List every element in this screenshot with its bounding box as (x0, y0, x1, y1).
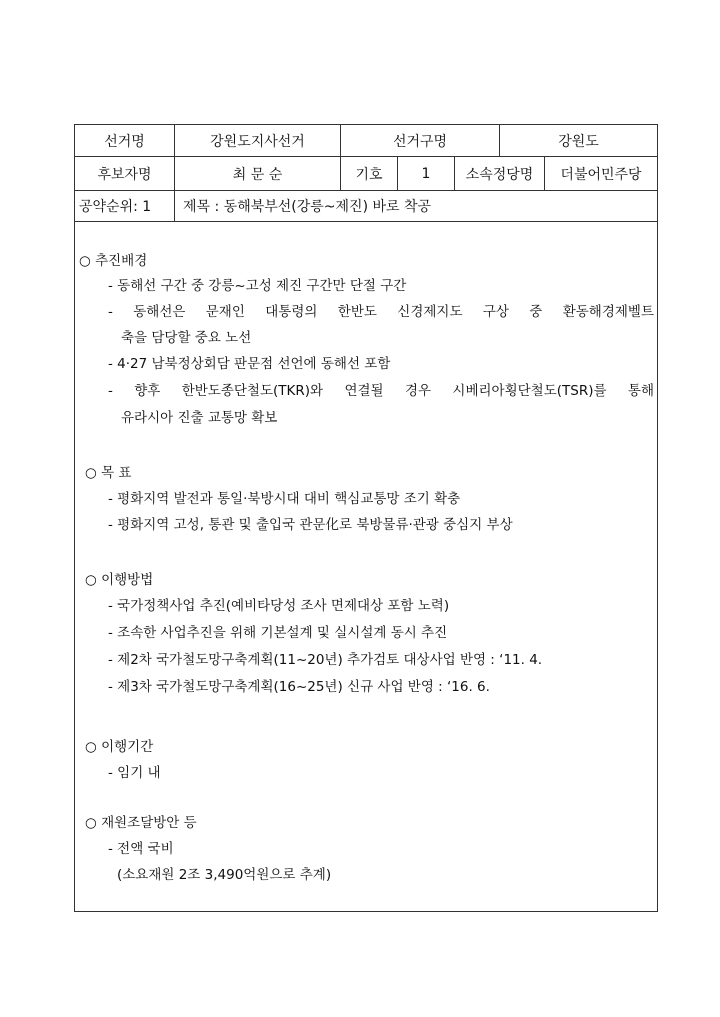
background-item-1: - 동해선 구간 중 강릉~고성 제진 구간만 단절 구간 (108, 278, 407, 294)
section-goal-title: ○ 목 표 (85, 465, 132, 481)
section-funding-title: ○ 재원조달방안 등 (85, 815, 197, 831)
method-item-4: - 제3차 국가철도망구축계획(16~25년) 신규 사업 반영 : ‘16. 6. (108, 679, 490, 695)
symbol-label: 기호 (341, 157, 398, 190)
candidate-value: 최 문 순 (175, 157, 341, 190)
header-row-candidate (75, 157, 657, 191)
election-name-label: 선거명 (75, 125, 175, 156)
district-value: 강원도 (558, 133, 599, 150)
pledge-title: 제목 : 동해북부선(강릉~제진) 바로 착공 (183, 199, 432, 215)
background-item-2: - 동해선은 문재인 대통령의 한반도 신경제지도 구상 중 환동해경제벨트 (108, 304, 654, 320)
method-item-3: - 제2차 국가철도망구축계획(11~20년) 추가검토 대상사업 반영 : ‘11. 4. (108, 652, 543, 668)
district-label: 선거구명 (341, 125, 500, 156)
funding-item-2: (소요재원 2조 3,490억원으로 추계) (117, 867, 332, 883)
header-row-election (75, 125, 657, 157)
pledge-document (74, 124, 658, 912)
method-item-2: - 조속한 사업추진을 위해 기본설계 및 실시설계 동시 추진 (108, 625, 448, 641)
background-item-4: - 향후 한반도종단철도(TKR)와 연결될 경우 시베리아횡단철도(TSR)를 통해 (108, 383, 654, 399)
header-row-pledge (75, 191, 657, 222)
goal-item-1: - 평화지역 발전과 통일·북방시대 대비 핵심교통망 조기 확충 (108, 491, 461, 507)
background-item-2-cont: 축을 담당할 중요 노선 (121, 330, 252, 346)
section-method-title: ○ 이행방법 (85, 572, 154, 588)
period-item-1: - 임기 내 (108, 765, 161, 781)
funding-item-1: - 전액 국비 (108, 841, 174, 857)
method-item-1: - 국가정책사업 추진(예비타당성 조사 면제대상 포함 노력) (108, 598, 450, 614)
goal-item-2: - 평화지역 고성, 통관 및 출입국 관문化로 북방물류·관광 중심지 부상 (108, 517, 513, 533)
background-item-3: - 4·27 남북정상회담 판문점 선언에 동해선 포함 (108, 356, 391, 372)
symbol-value: 1 (398, 157, 455, 190)
party-label: 소속정당명 (455, 157, 545, 190)
candidate-label: 후보자명 (75, 157, 175, 190)
election-name-value: 강원도지사선거 (175, 125, 341, 156)
section-period-title: ○ 이행기간 (85, 739, 154, 755)
pledge-rank: 공약순위: 1 (75, 191, 175, 221)
background-item-4-cont: 유라시아 진출 교통망 확보 (121, 410, 278, 426)
section-background-title: ○ 추진배경 (79, 253, 148, 269)
party-value: 더불어민주당 (560, 166, 642, 183)
